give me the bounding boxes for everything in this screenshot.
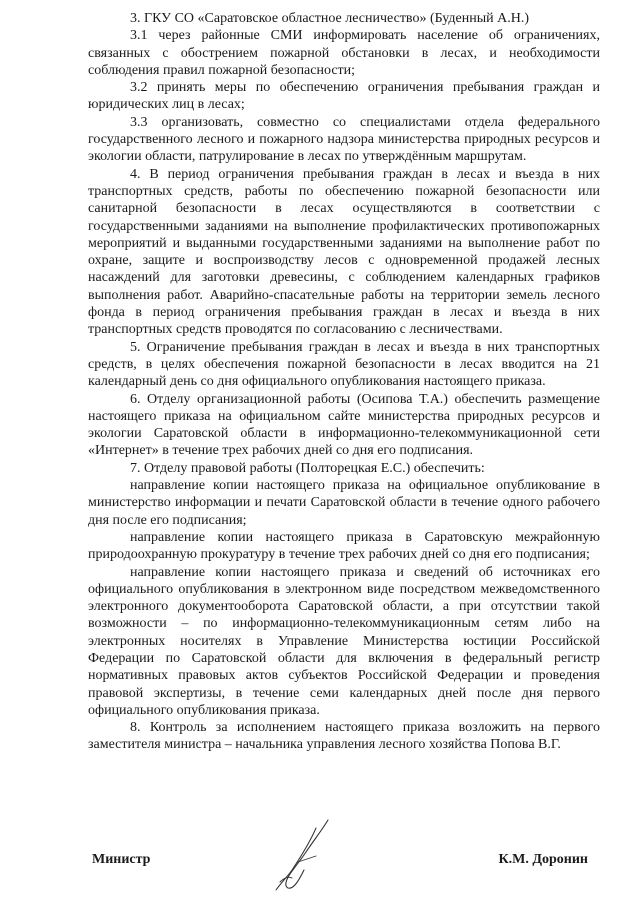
- paragraph-item-6: 6. Отделу организационной работы (Осипова Т.А.) обеспечить размещение настоящего приказа на официальном сайте министерства природных ресурсов и экологии Саратовской области в информационно-телекоммуникационной сети «Интернет» в течение трех рабочих дней со дня его подписания.: [88, 391, 600, 459]
- signatory-position: Министр: [92, 852, 151, 867]
- paragraph-item-7-official-publication: направление копии настоящего приказа на официальное опубликование в министерство информации и печати Саратовской области в течение одного рабочего дня после его подписания;: [88, 478, 600, 528]
- signatory-name: К.М. Доронин: [498, 852, 588, 867]
- document-body: [88, 10, 600, 754]
- paragraph-item-3-1: 3.1 через районные СМИ информировать население об ограничениях, связанных с обострением пожарной обстановки в лесах, и необходимости соблюдения правил пожарной безопасности;: [88, 28, 600, 78]
- paragraph-item-3: 3. ГКУ СО «Саратовское областное лесничество» (Буденный А.Н.): [130, 11, 530, 26]
- paragraph-item-3-3: 3.3 организовать, совместно со специалистами отдела федерального государственного лесного и пожарного надзора министерства природных ресурсов и экологии области, патрулирование в лесах по утверждённым маршрутам.: [88, 114, 600, 165]
- paragraph-item-7: 7. Отделу правовой работы (Полторецкая Е.С.) обеспечить:: [130, 460, 485, 476]
- paragraph-item-5: 5. Ограничение пребывания граждан в лесах и въезда в них транспортных средств, в целях обеспечения пожарной безопасности в лесах вводится на 21 календарный день со дня официального опубликования настоящего приказа.: [88, 339, 600, 390]
- paragraph-item-7-prosecutor: направление копии настоящего приказа в Саратовскую межрайонную природоохранную прокуратуру в течение трех рабочих дней со дня его подписания;: [88, 529, 600, 563]
- paragraph-item-3-2: 3.2 принять меры по обеспечению ограничения пребывания граждан и юридических лиц в лесах;: [88, 80, 600, 113]
- paragraph-item-8: 8. Контроль за исполнением настоящего приказа возложить на первого заместителя министра – начальника управления лесного хозяйства Попова В.Г.: [88, 720, 600, 753]
- signature-block: [92, 852, 588, 872]
- paragraph-item-7-justice-ministry: направление копии настоящего приказа и сведений об источниках его официального опубликования в электронном виде посредством межведомственного электронного документооборота Саратовской области, а при отсутствии такой возможности – по информационно-телекоммуникационным сетям либо на электронных носителях в Управление Министерства юстиции Российской Федерации по Саратовской области для включения в федеральный регистр нормативных правовых актов субъектов Российской Федерации и проведения правовой экспертизы, в течение семи календарных дней после дня первого официального опубликования приказа.: [88, 564, 600, 718]
- paragraph-item-4: 4. В период ограничения пребывания граждан в лесах и въезда в них транспортных средств, работы по обеспечению пожарной безопасности или санитарной безопасности в лесах осуществляются в соответствии с государственными заданиями на выполнение профилактических противопожарных мероприятий и выданными государственными заданиями на выполнение работ по охране, защите и воспроизводству лесов с одновременной продажей лесных насаждений для заготовки древесины, с соблюдением календарных графиков выполнения работ. Аварийно-спасательные работы на территории земель лесного фонда в период ограничения пребывания граждан в лесах и въезда в них транспортных средств проводятся по согласованию с лесничествами.: [88, 166, 600, 338]
